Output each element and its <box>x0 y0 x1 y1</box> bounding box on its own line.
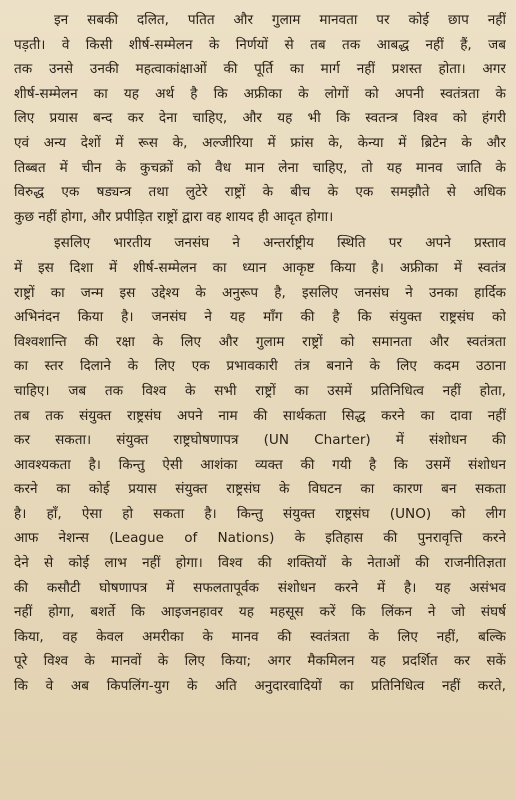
text-line: इसलिए भारतीय जनसंघ ने अन्तर्राष्ट्रीय स्थिति पर अपने प्रस्ताव <box>54 235 506 252</box>
text-line: देने से कोई लाभ नहीं होगा। विश्व की शक्तियों के नेताओं की राजनीतिज्ञता <box>14 555 506 572</box>
text-line: एवं अन्य देशों में रूस के, अल्जीरिया में फ्रांस के, केन्या में ब्रिटेन के और <box>14 134 506 151</box>
text-line: शीर्ष-सम्मेलन का यह अर्थ है कि अफ्रीका के लोगों को अपनी स्वतंत्रता के <box>14 85 506 102</box>
text-line: कर सकता। संयुक्त राष्ट्रघोषणापत्र (UN Charter) में संशोधन की <box>14 432 506 449</box>
text-line: पूरे विश्व के मानवों के लिए किया; अगर मैकमिलन यह प्रदर्शित कर सकें <box>14 653 506 670</box>
text-line: की कसौटी घोषणापत्र में सफलतापूर्वक संशोधन करने में है। यह असंभव <box>14 579 506 596</box>
text-line: कुछ नहीं होगा, और प्रपीड़ित राष्ट्रों द्वारा वह शायद ही आदृत होगा। <box>14 208 334 225</box>
text-line: का स्तर दिलाने के लिए एक प्रभावकारी तंत्र बनाने के लिए कदम उठाना <box>14 358 506 375</box>
text-line: है। हाँ, ऐसा हो सकता है। किन्तु संयुक्त राष्ट्रसंघ (UNO) को लीग <box>14 505 506 522</box>
page-text-body <box>14 8 506 699</box>
text-line: लिए प्रयास बन्द कर देना चाहिए, और यह भी कि स्वतन्त्र विश्व को हंगरी <box>14 110 506 127</box>
text-line: तक उनसे उनकी महत्वाकांक्षाओं की पूर्ति का मार्ग नहीं प्रशस्त होता। अगर <box>14 61 506 78</box>
text-line: विरुद्ध एक षड्यन्त्र तथा लुटेरे राष्ट्रों के बीच के एक समझौते से अधिक <box>14 184 506 201</box>
text-line: तब तक संयुक्त राष्ट्रसंघ अपने नाम की सार्थकता सिद्ध करने का दावा नहीं <box>14 407 506 424</box>
text-line: में इस दिशा में शीर्ष-सम्मेलन का ध्यान आकृष्ट किया है। अफ्रीका में स्वतंत्र <box>14 259 506 276</box>
text-line: तिब्बत में चीन के कुचक्रों को वैध मान लेना चाहिए, तो यह मानव जाति के <box>14 159 506 176</box>
text-line: पड़ती। वे किसी शीर्ष-सम्मेलन के निर्णयों से तब तक आबद्ध नहीं हैं, जब <box>14 36 506 53</box>
text-line: करने का कोई प्रयास संयुक्त राष्ट्रसंघ के विघटन का कारण बन सकता <box>14 481 506 498</box>
paragraph <box>14 8 506 229</box>
text-line: विश्वशान्ति की रक्षा के लिए और गुलाम राष्ट्रों को समानता और स्वतंत्रता <box>14 333 506 350</box>
text-line: इन सबकी दलित, पतित और गुलाम मानवता पर कोई छाप नहीं <box>54 12 506 28</box>
text-line: किया, वह केवल अमरीका के मानव की स्वतंत्रता के लिए नहीं, बल्कि <box>14 628 506 645</box>
text-line: कि वे अब किपलिंग-युग के अति अनुदारवादियों का प्रतिनिधित्व नहीं करते, <box>14 678 506 695</box>
text-line: आवश्यकता है। किन्तु ऐसी आशंका व्यक्त की गयी है कि उसमें संशोधन <box>14 456 506 473</box>
paragraph <box>14 231 506 698</box>
text-line: आफ नेशन्स (League of Nations) के इतिहास की पुनरावृत्ति करने <box>14 530 506 547</box>
text-line: चाहिए। जब तक विश्व के सभी राष्ट्रों का उसमें प्रतिनिधित्व नहीं होता, <box>14 382 506 399</box>
text-line: अभिनंदन किया है। जनसंघ ने यह माँग की है कि संयुक्त राष्ट्रसंघ को <box>14 309 506 326</box>
text-line: राष्ट्रों का जन्म इस उद्देश्य के अनुरूप है, इसलिए जनसंघ ने उनका हार्दिक <box>14 284 506 301</box>
text-line: नहीं होगा, बशर्ते कि आइजनहावर यह महसूस करें कि लिंकन ने जो संघर्ष <box>14 604 506 621</box>
